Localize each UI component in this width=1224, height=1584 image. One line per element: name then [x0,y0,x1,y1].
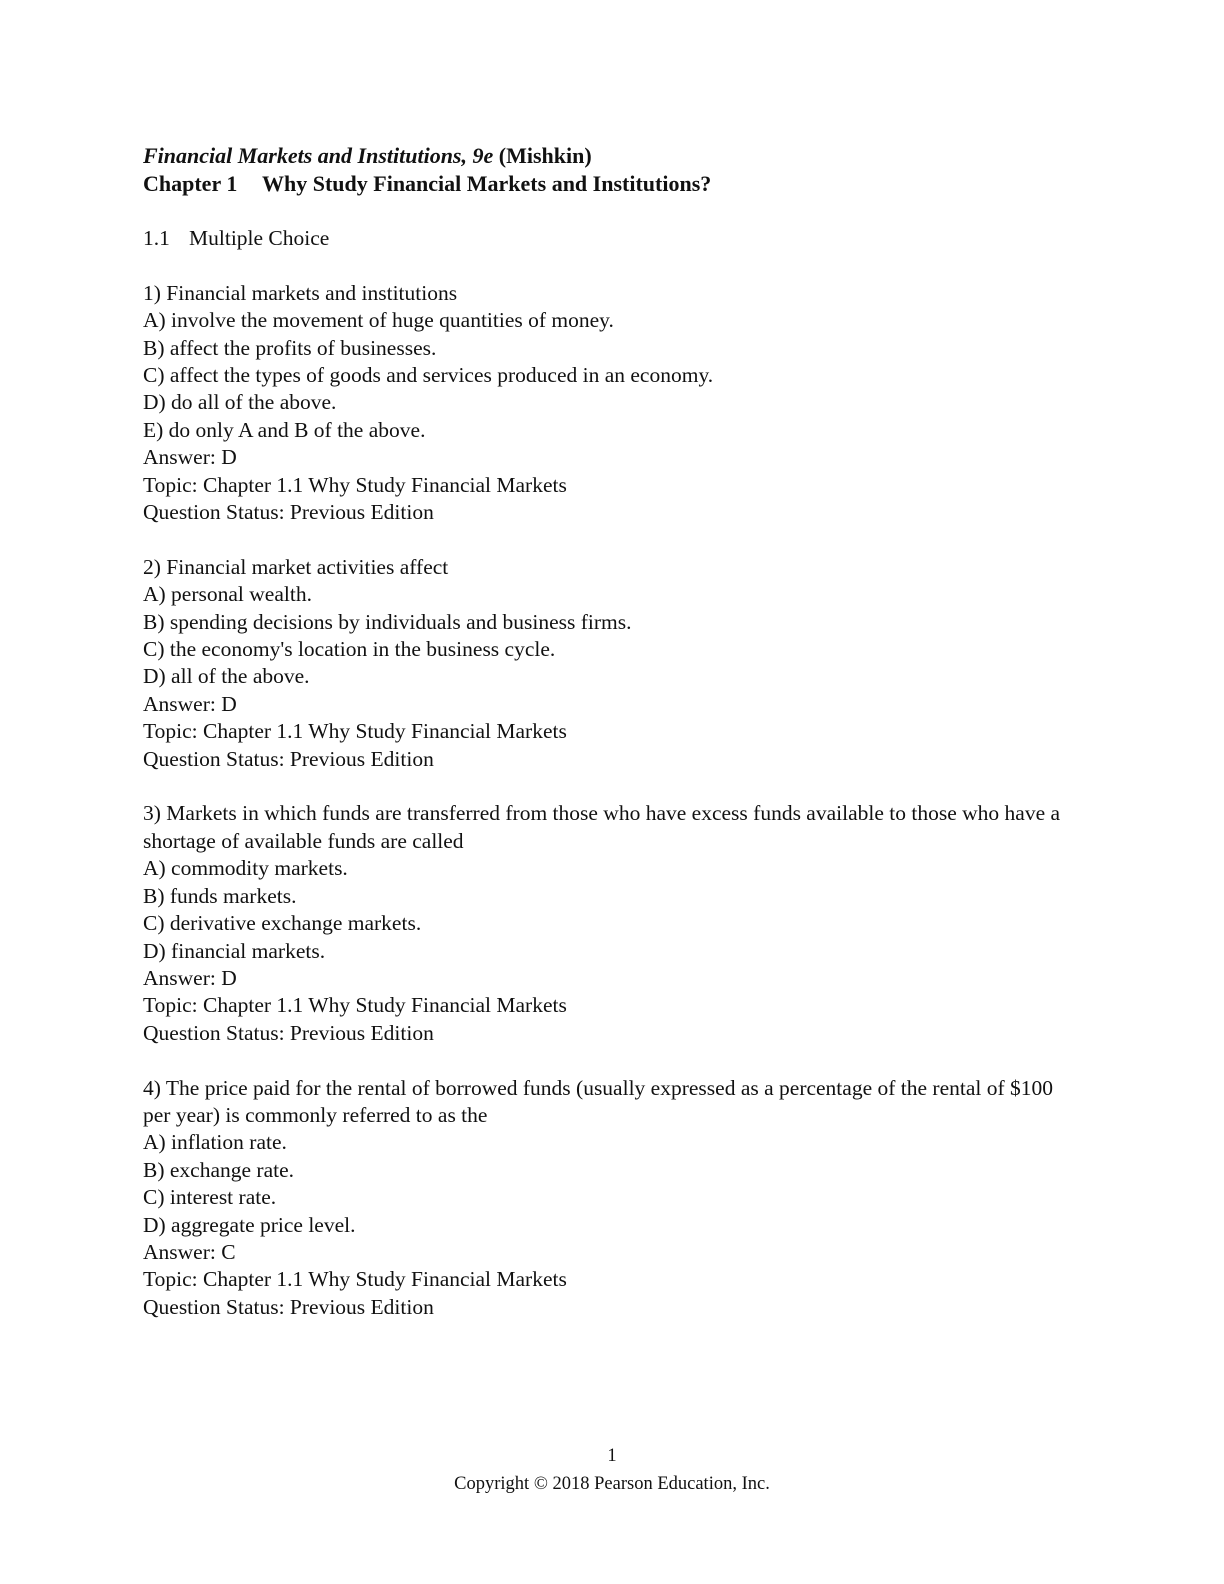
option-a: A) involve the movement of huge quantities of money. [143,308,614,333]
page-content [143,142,1083,1321]
option-c: C) interest rate. [143,1185,277,1210]
option-c: C) derivative exchange markets. [143,911,422,936]
option-b: B) spending decisions by individuals and business firms. [143,609,632,634]
question-1 [143,280,1083,527]
book-title-line [143,142,1083,170]
topic-line: Topic: Chapter 1.1 Why Study Financial Markets [143,993,567,1018]
question-stem: 3) Markets in which funds are transferred from those who have excess funds available to those who have a shortage of available funds are called [143,801,1061,853]
option-e: E) do only A and B of the above. [143,417,426,442]
option-a: A) personal wealth. [143,582,312,607]
topic-line: Topic: Chapter 1.1 Why Study Financial Markets [143,1267,567,1292]
option-d: D) all of the above. [143,664,310,689]
question-list [143,280,1083,1321]
question-stem: 2) Financial market activities affect [143,554,449,579]
option-b: B) affect the profits of businesses. [143,335,437,360]
option-a: A) commodity markets. [143,856,348,881]
section-number: 1.1 [143,226,170,250]
status-line: Question Status: Previous Edition [143,1294,434,1319]
chapter-label: Chapter 1 [143,171,238,196]
answer-line: Answer: D [143,965,237,990]
option-b: B) exchange rate. [143,1157,295,1182]
option-b: B) funds markets. [143,883,297,908]
copyright-notice: Copyright © 2018 Pearson Education, Inc. [454,1474,770,1494]
section-title: Multiple Choice [189,226,330,250]
topic-line: Topic: Chapter 1.1 Why Study Financial Markets [143,719,567,744]
section-heading [143,225,1083,252]
option-d: D) do all of the above. [143,390,337,415]
status-line: Question Status: Previous Edition [143,746,434,771]
answer-line: Answer: D [143,691,237,716]
option-a: A) inflation rate. [143,1130,287,1155]
option-c: C) the economy's location in the business cycle. [143,637,556,662]
question-2 [143,554,1083,773]
page-number: 1 [607,1446,617,1466]
answer-line: Answer: D [143,445,237,470]
answer-line: Answer: C [143,1239,236,1264]
question-stem: 1) Financial markets and institutions [143,280,458,305]
status-line: Question Status: Previous Edition [143,1020,434,1045]
chapter-heading [143,170,1083,198]
chapter-title: Why Study Financial Markets and Institutions? [262,171,712,196]
option-d: D) aggregate price level. [143,1212,356,1237]
question-stem: 4) The price paid for the rental of borrowed funds (usually expressed as a percentage of the rental of $100 per year) is commonly referred to as the [143,1075,1054,1127]
question-3 [143,800,1083,1047]
option-d: D) financial markets. [143,938,326,963]
status-line: Question Status: Previous Edition [143,500,434,525]
topic-line: Topic: Chapter 1.1 Why Study Financial Markets [143,472,567,497]
option-c: C) affect the types of goods and services produced in an economy. [143,363,714,388]
book-title: Financial Markets and Institutions, 9e [143,143,494,168]
question-4 [143,1075,1083,1322]
book-author: (Mishkin) [498,143,592,168]
